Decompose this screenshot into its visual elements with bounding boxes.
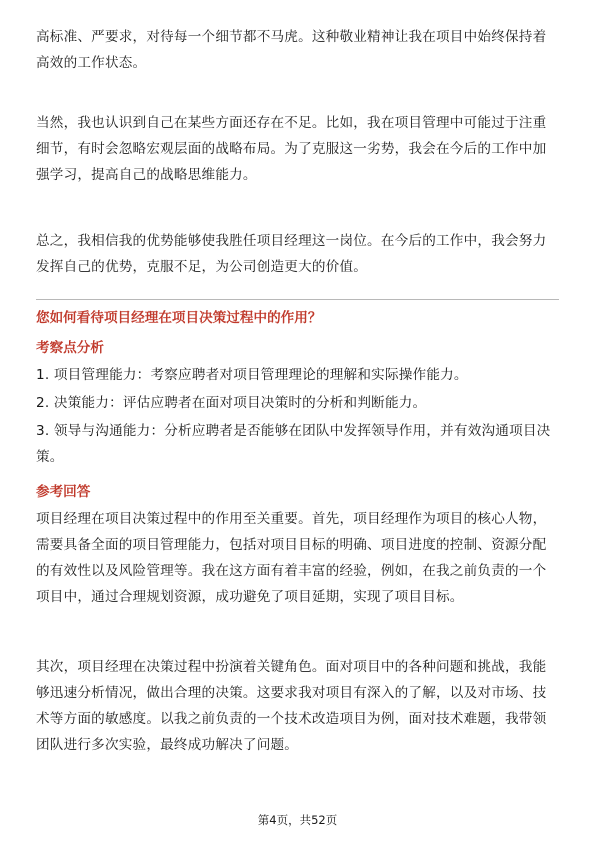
answer-heading: 参考回答 <box>36 484 91 500</box>
analysis-heading: 考察点分析 <box>36 340 104 356</box>
body-paragraph-1: 高标准、严要求，对待每一个细节都不马虎。这种敬业精神让我在项目中始终保持着高效的工作状态。 <box>36 29 547 71</box>
page-number: 第4页，共52页 <box>257 813 338 827</box>
answer-paragraph-1: 项目经理在项目决策过程中的作用至关重要。首先，项目经理作为项目的核心人物，需要具备全面的项目管理能力，包括对项目目标的明确、项目进度的控制、资源分配的有效性以及风险管理等。我在这方面有着丰富的经验，例如，在我之前负责的一个项目中，通过合理规划资源，成功避免了项目延期，实现了项目目标。 <box>36 511 547 605</box>
section-divider <box>36 299 559 300</box>
answer-paragraph-2: 其次，项目经理在决策过程中扮演着关键角色。面对项目中的各种问题和挑战，我能够迅速分析情况，做出合理的决策。这要求我对项目有深入的了解，以及对市场、技术等方面的敏感度。以我之前负责的一个技术改造项目为例，面对技术难题，我带领团队进行多次实验，最终成功解决了问题。 <box>36 659 547 753</box>
body-paragraph-3: 总之，我相信我的优势能够使我胜任项目经理这一岗位。在今后的工作中，我会努力发挥自己的优势，克服不足，为公司创造更大的价值。 <box>36 233 547 275</box>
question-title: 您如何看待项目经理在项目决策过程中的作用？ <box>36 310 322 326</box>
body-paragraph-2: 当然，我也认识到自己在某些方面还存在不足。比如，我在项目管理中可能过于注重细节，有时会忽略宏观层面的战略布局。为了克服这一劣势，我会在今后的工作中加强学习，提高自己的战略思维能力。 <box>36 115 547 183</box>
analysis-item: 1. 项目管理能力：考察应聘者对项目管理理论的理解和实际操作能力。 <box>36 367 468 383</box>
analysis-list <box>36 362 559 472</box>
analysis-item: 3. 领导与沟通能力：分析应聘者是否能够在团队中发挥领导作用，并有效沟通项目决策。 <box>36 423 551 465</box>
analysis-item: 2. 决策能力：评估应聘者在面对项目决策时的分析和判断能力。 <box>36 395 427 411</box>
